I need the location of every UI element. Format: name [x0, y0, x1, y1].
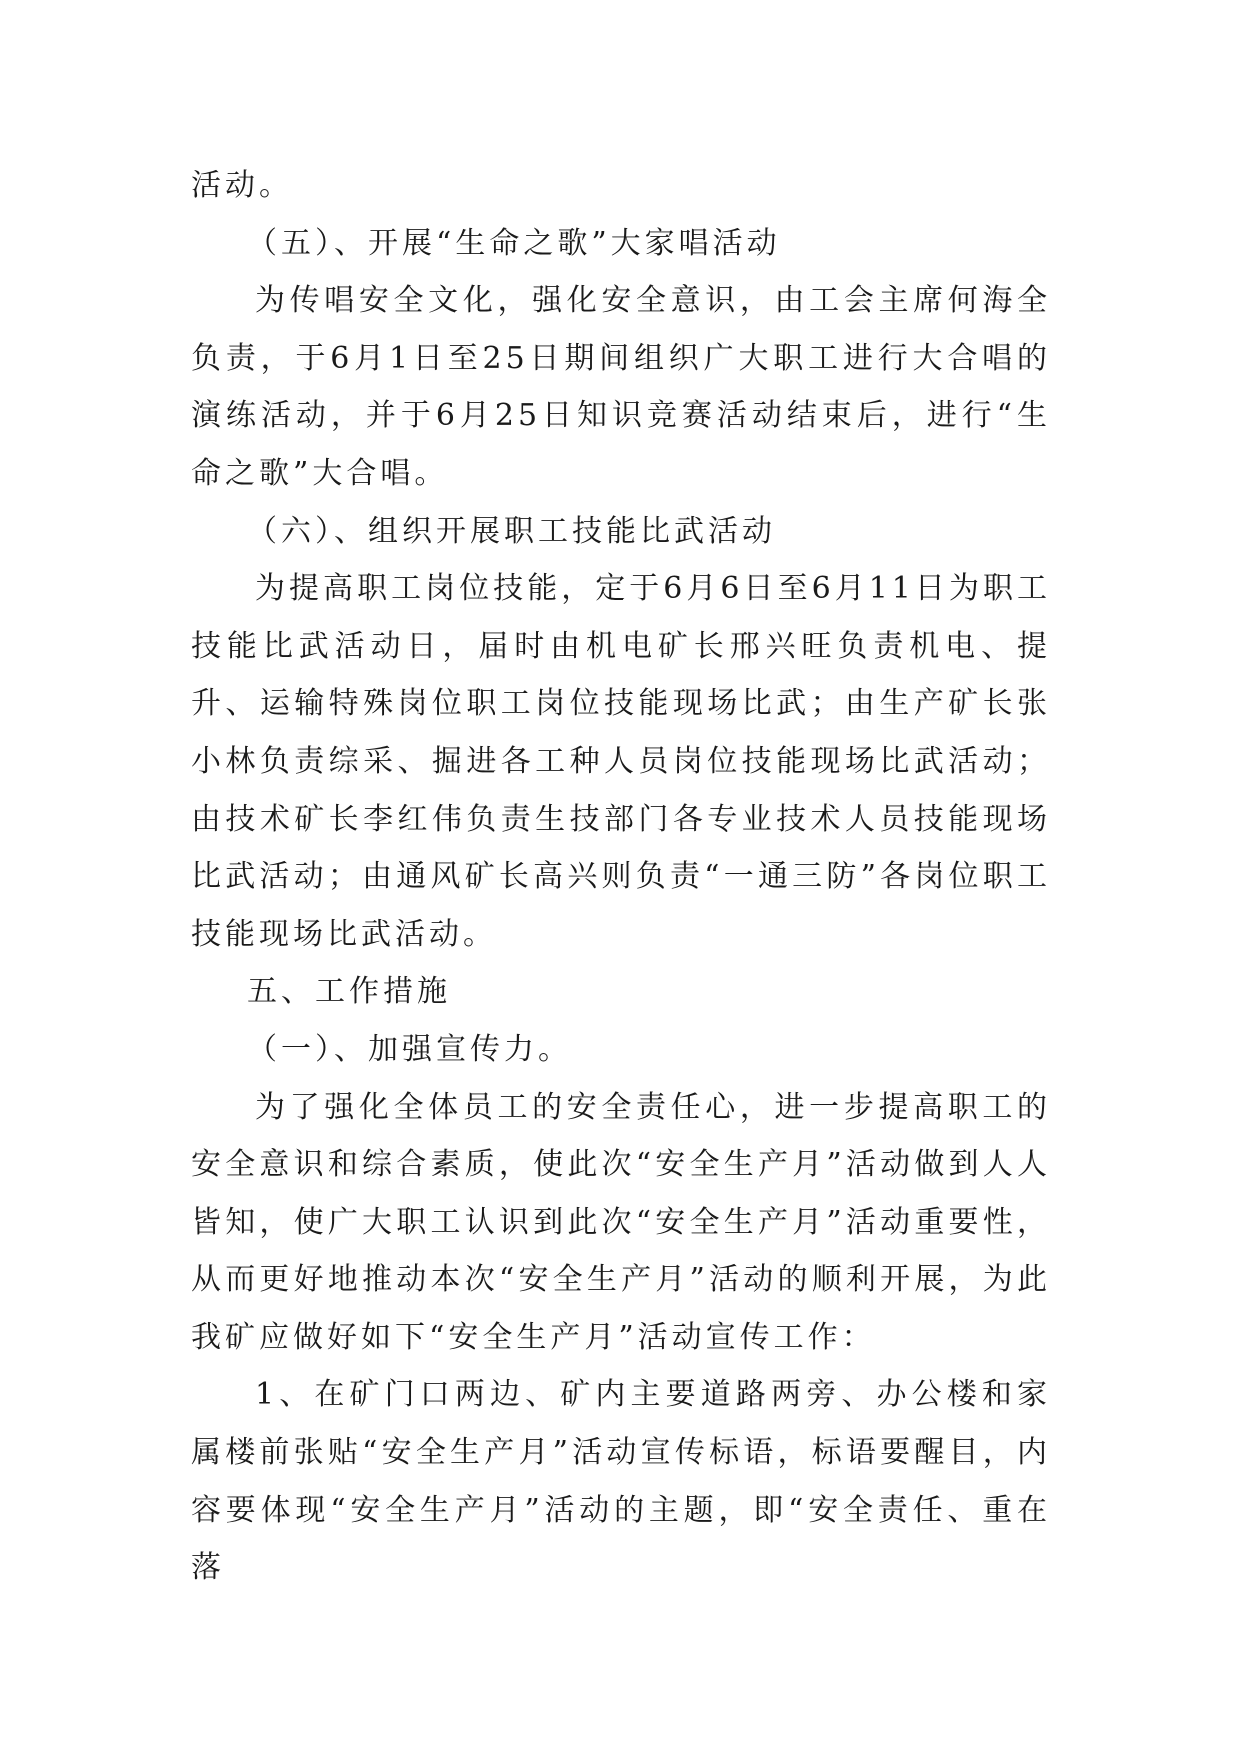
paragraph-continued: 活动。 — [191, 168, 293, 203]
section-heading-1-publicity: （一）、加强宣传力。 — [247, 1031, 572, 1067]
section-heading-5: （五）、开展“生命之歌”大家唱活动 — [247, 225, 781, 261]
paragraph-item-1: 1、在矿门口两边、矿内主要道路两旁、办公楼和家属楼前张贴“安全生产月”活动宣传标语，标语要醒目，内容要体现“安全生产月”活动的主题，即“安全责任、重在落 — [191, 1377, 1051, 1586]
paragraph-publicity: 为了强化全体员工的安全责任心，进一步提高职工的安全意识和综合素质，使此次“安全生产月”活动做到人人皆知，使广大职工认识到此次“安全生产月”活动重要性，从而更好地推动本次“安全生产月”活动的顺利开展，为此我矿应做好如下“安全生产月”活动宣传工作： — [191, 1089, 1051, 1355]
paragraph-skills-contest: 为提高职工岗位技能，定于6月6日至6月11日为职工技能比武活动日，届时由机电矿长邢兴旺负责机电、提升、运输特殊岗位职工岗位技能现场比武；由生产矿长张小林负责综采、掘进各工种人员岗位技能现场比武活动；由技术矿长李红伟负责生技部门各专业技术人员技能现场比武活动；由通风矿长高兴则负责“一通三防”各岗位职工技能现场比武活动。 — [191, 571, 1051, 952]
section-heading-6: （六）、组织开展职工技能比武活动 — [247, 513, 776, 549]
chapter-heading-work-measures: 五、工作措施 — [247, 974, 451, 1010]
paragraph-song-activity: 为传唱安全文化，强化安全意识，由工会主席何海全负责，于6月1日至25日期间组织广大职工进行大合唱的演练活动，并于6月25日知识竞赛活动结束后，进行“生命之歌”大合唱。 — [191, 283, 1051, 491]
document-body — [191, 157, 1051, 1597]
